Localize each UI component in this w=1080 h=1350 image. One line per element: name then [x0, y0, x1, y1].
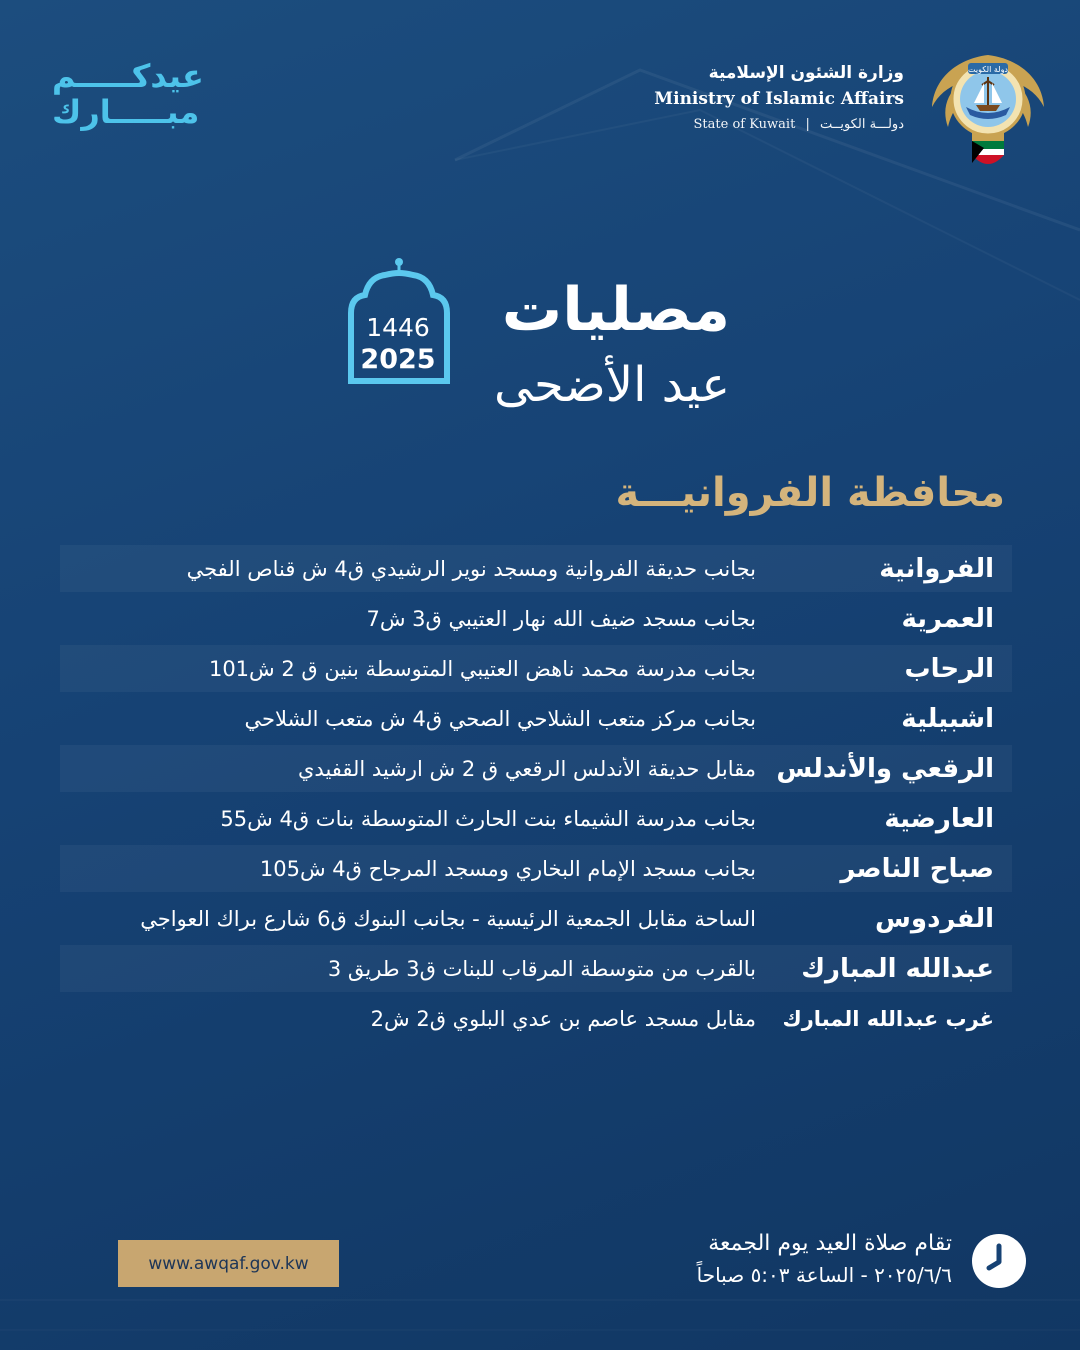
- clock-icon: [970, 1232, 1028, 1290]
- list-item: [60, 595, 1012, 642]
- gregorian-year: 2025: [360, 344, 436, 375]
- ministry-name-english: Ministry of Islamic Affairs: [654, 89, 904, 109]
- area-location: بالقرب من متوسطة المرقاب للبنات ق3 طريق 3: [327, 956, 756, 981]
- governorate-title: محافظة الفروانيـــة: [615, 470, 1005, 516]
- prayer-date-time: ٢٠٢٥/٦/٦ - الساعة ٥:٠٣ صباحاً: [696, 1263, 952, 1287]
- title-main: مصليات: [501, 275, 730, 345]
- area-location: بجانب حديقة الفروانية ومسجد نوير الرشيدي ق4 ش قناص الفجي: [186, 556, 756, 581]
- state-english: State of Kuwait: [693, 117, 796, 132]
- list-item: [60, 645, 1012, 692]
- title-sub: عيد الأضحى: [493, 357, 730, 413]
- eid-greeting: [52, 58, 332, 130]
- kuwait-emblem-icon: [926, 45, 1050, 177]
- area-location: مقابل مسجد عاصم بن عدي البلوي ق2 ش2: [370, 1006, 756, 1031]
- area-location: بجانب مدرسة الشيماء بنت الحارث المتوسطة بنات ق4 ش55: [220, 806, 756, 831]
- list-item: [60, 795, 1012, 842]
- hijri-year: 1446: [366, 313, 430, 342]
- area-name: الرقعي والأندلس: [776, 753, 994, 784]
- website-link[interactable]: www.awqaf.gov.kw: [118, 1240, 339, 1287]
- state-separator: |: [805, 117, 810, 132]
- area-location: بجانب مسجد ضيف الله نهار العتيبي ق3 ش7: [366, 606, 756, 631]
- list-item: [60, 945, 1012, 992]
- area-name: الفردوس: [875, 903, 994, 934]
- area-location: بجانب مسجد الإمام البخاري ومسجد المرجاح ق4 ش105: [259, 856, 756, 881]
- list-item: [60, 895, 1012, 942]
- prayer-time-note: [697, 1228, 952, 1290]
- ministry-name-arabic: وزارة الشئون الإسلامية: [708, 63, 904, 83]
- area-name: غرب عبدالله المبارك: [782, 1006, 994, 1031]
- area-name: عبدالله المبارك: [801, 953, 994, 984]
- title-block: [345, 255, 745, 425]
- list-item: [60, 745, 1012, 792]
- area-name: اشبيلية: [901, 703, 994, 734]
- area-name: الرحاب: [904, 653, 994, 684]
- area-location: بجانب مدرسة محمد ناهض العتيبي المتوسطة بنين ق 2 ش101: [208, 656, 756, 681]
- area-name: العمرية: [901, 603, 994, 634]
- list-item: [60, 695, 1012, 742]
- prayer-locations-list: [60, 545, 1012, 1045]
- ministry-header: [654, 45, 1050, 177]
- area-name: صباح الناصر: [840, 853, 994, 884]
- greeting-line-1: عيدكـــــم: [52, 57, 204, 95]
- ministry-text-block: [654, 45, 904, 132]
- list-item: [60, 845, 1012, 892]
- area-location: بجانب مركز متعب الشلاحي الصحي ق4 ش متعب الشلاحي: [244, 706, 756, 731]
- greeting-line-2: مبـــــارك: [52, 93, 200, 131]
- area-name: العارضية: [884, 803, 994, 834]
- prayer-day: تقام صلاة العيد يوم الجمعة: [708, 1231, 952, 1256]
- emblem-banner-text: دولة الكويت: [968, 65, 1008, 74]
- list-item: [60, 995, 1012, 1042]
- list-item: [60, 545, 1012, 592]
- state-arabic: دولـــة الكويــت: [819, 117, 904, 132]
- area-location: الساحة مقابل الجمعية الرئيسية - بجانب البنوك ق6 شارع براك العواجي: [140, 906, 756, 931]
- area-location: مقابل حديقة الأندلس الرقعي ق 2 ش ارشيد القفيدي: [297, 756, 756, 781]
- area-name: الفروانية: [879, 553, 994, 584]
- state-line: [654, 117, 904, 132]
